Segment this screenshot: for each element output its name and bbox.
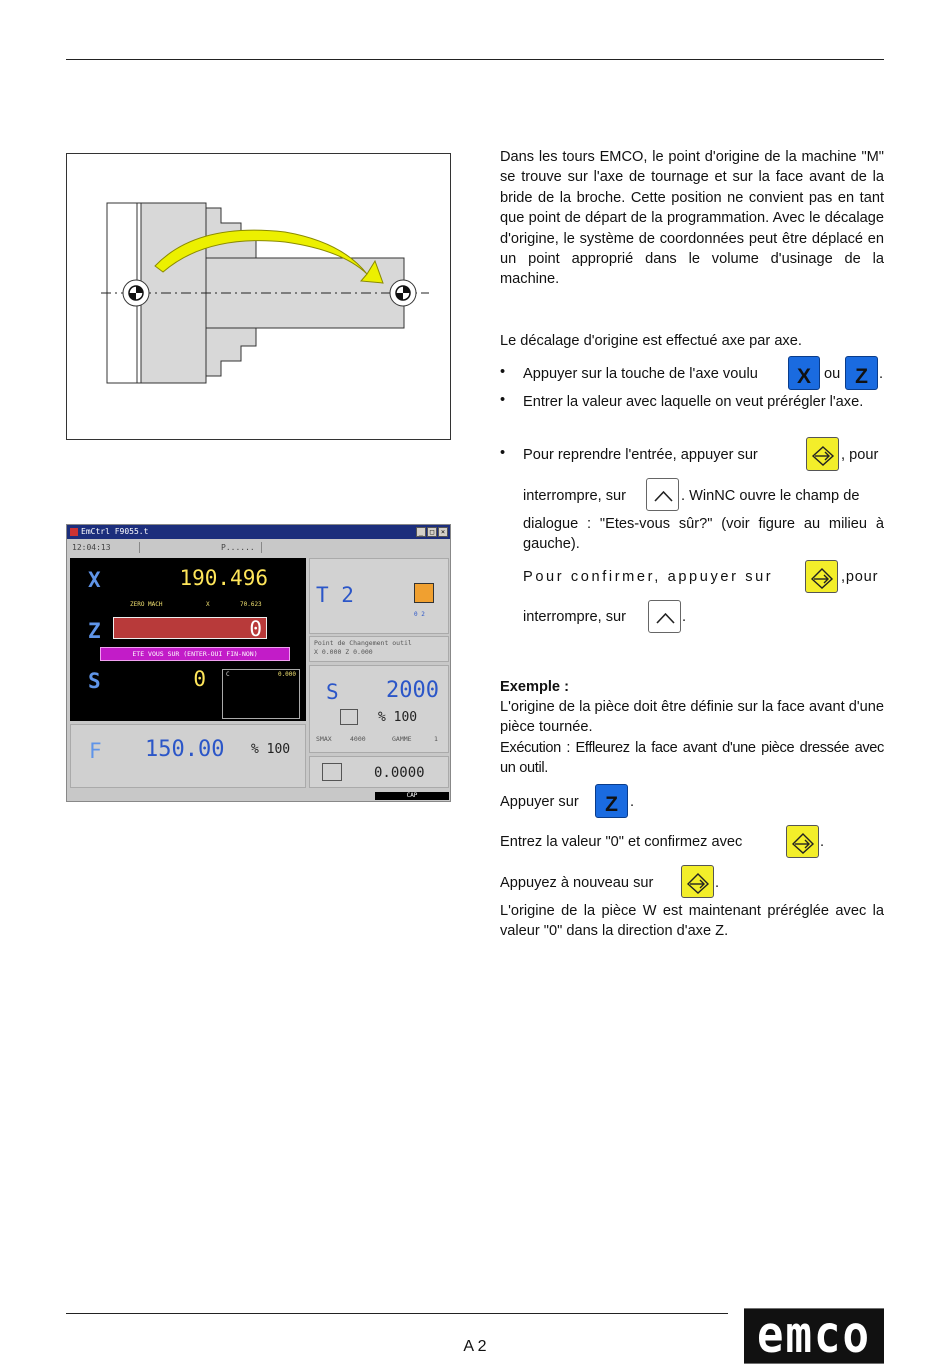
bullet3-winnc: . WinNC ouvre le champ de — [681, 488, 860, 504]
minimize-icon[interactable]: _ — [416, 527, 426, 537]
bullet3-interrupt: interrompre, sur — [523, 488, 626, 504]
z-axis-key: Z — [845, 356, 878, 390]
window-controls — [416, 527, 448, 537]
enter-icon — [806, 561, 839, 594]
spindle-label: S — [326, 680, 339, 704]
gamme-value: 1 — [434, 735, 438, 743]
final-paragraph: L'origine de la pièce W est maintenant préréglée avec la valeur "0" dans la direction d'axe Z. — [500, 903, 884, 940]
status-divider — [139, 542, 140, 553]
enter-zero-text: Entrez la valeur "0" et confirmez avec — [500, 834, 743, 850]
bullet3-text: Pour reprendre l'entrée, appuyer sur — [523, 447, 758, 463]
gamme-label: GAMME — [392, 735, 412, 743]
status-bar — [69, 541, 448, 554]
header-rule — [66, 59, 884, 60]
x-axis-label: X — [88, 568, 101, 592]
position-value: 0.0000 — [374, 765, 425, 781]
enter-key — [786, 825, 819, 858]
close-icon[interactable]: × — [438, 527, 448, 537]
spindle-override: % 100 — [378, 710, 418, 725]
x-small-label: X — [206, 601, 210, 608]
caps-indicator: CAP — [375, 792, 449, 800]
confirm-pour: ,pour — [841, 569, 879, 585]
smax-value: 4000 — [350, 735, 366, 743]
confirm-end: . — [682, 609, 687, 625]
status-divider — [261, 542, 262, 553]
c-axis-value: 0.000 — [277, 671, 296, 678]
bullet2-text: Entrer la valeur avec laquelle on veut prérégler l'axe. — [523, 394, 864, 410]
app-icon — [70, 528, 78, 536]
enter-key — [681, 865, 714, 898]
tool-number: T 2 — [316, 583, 354, 607]
chevron-up-icon — [647, 479, 680, 512]
s-axis-label: S — [88, 669, 101, 693]
spindle-icon — [340, 709, 358, 725]
bullet3-dialogue: dialogue : "Etes-vous sûr?" (voir figure au milieu à gauche). — [523, 516, 884, 553]
c-axis-label: C — [226, 671, 230, 678]
tool-icon — [414, 583, 434, 603]
spindle-panel — [309, 665, 449, 753]
s-axis-value: 0 — [193, 667, 206, 691]
smax-label: SMAX — [316, 735, 332, 743]
enter-icon — [682, 866, 715, 899]
confirm-text: Pour confirmer, appuyer sur — [523, 569, 774, 585]
position-panel — [309, 756, 449, 788]
tool-change-title: Point de Changement outil — [314, 639, 412, 647]
confirm-dialog: ETE VOUS SUR (ENTER-OUI FIN-NON) — [100, 647, 290, 661]
enter-key — [805, 560, 838, 593]
cancel-key — [646, 478, 679, 511]
x-small-value: 70.623 — [240, 601, 262, 608]
zero-mach-label: ZERO MACH — [130, 601, 163, 608]
tool-offset-label: 0 2 — [414, 611, 425, 618]
tool-panel — [309, 558, 449, 634]
confirm-interrupt: interrompre, sur — [523, 609, 626, 625]
feed-panel — [70, 724, 306, 788]
chevron-up-icon — [649, 601, 682, 634]
bullet1-text: Appuyer sur la touche de l'axe voulu — [523, 366, 758, 382]
press-again-text: Appuyez à nouveau sur — [500, 875, 654, 891]
press-z-end: . — [630, 794, 635, 810]
bullet1-or: ou — [824, 366, 841, 382]
bullet: • — [500, 445, 506, 461]
spindle-value: 2000 — [386, 678, 439, 703]
example-body: L'origine de la pièce doit être définie sur la face avant d'une pièce tournée. — [500, 699, 884, 736]
x-axis-value: 190.496 — [179, 566, 268, 590]
bullet: • — [500, 364, 506, 380]
enter-zero-end: . — [820, 834, 825, 850]
winnc-screenshot — [66, 524, 451, 802]
execution-text: Exécution : Effleurez la face avant d'une pièce dressée avec un outil. — [500, 740, 884, 777]
axis-by-axis-text: Le décalage d'origine est effectué axe par axe. — [500, 333, 802, 349]
origin-offset-figure — [66, 153, 451, 440]
clock: 12:04:13 — [72, 543, 111, 552]
axis-display — [70, 558, 306, 721]
z-input-field[interactable] — [113, 617, 267, 639]
x-axis-key: X — [788, 356, 820, 390]
maximize-icon[interactable]: □ — [427, 527, 437, 537]
z-axis-key: Z — [595, 784, 628, 818]
press-z-text: Appuyer sur — [500, 794, 579, 810]
example-title: Exemple : — [500, 679, 569, 695]
c-axis-box — [222, 669, 300, 719]
enter-icon — [787, 826, 820, 859]
footer-rule — [66, 1313, 728, 1314]
feed-label: F — [89, 739, 102, 763]
intro-paragraph: Dans les tours EMCO, le point d'origine de la machine "M" se trouve sur l'axe de tournage et sur la face avant de la bride de la broche. Cette position ne convient pas en tant que point de départ de la programmation. Avec le décalage d'origine, le système de coordonnées peut être déplacé en un point approprié dans le volume d'usinage de la machine. — [500, 149, 884, 288]
tool-change-panel — [309, 636, 449, 662]
program-name: P...... — [221, 543, 255, 552]
tool-change-coords: X 0.000 Z 0.000 — [314, 648, 373, 656]
bullet1-end: . — [879, 366, 884, 382]
cancel-key — [648, 600, 681, 633]
z-axis-label: Z — [88, 619, 101, 643]
bullet3-pour: , pour — [841, 447, 879, 463]
enter-key — [806, 437, 839, 471]
clock-icon — [322, 763, 342, 781]
window-title: EmCtrl F9055.t — [81, 527, 149, 536]
origin-offset-drawing — [67, 154, 452, 441]
window-titlebar — [67, 525, 450, 539]
bullet: • — [500, 392, 506, 408]
press-again-end: . — [715, 875, 720, 891]
feed-override: % 100 — [251, 742, 291, 757]
z-axis-value: 0 — [249, 617, 262, 641]
enter-icon — [807, 438, 840, 472]
page-number: A 2 — [463, 1338, 487, 1355]
emco-logo: emco — [744, 1308, 884, 1363]
feed-value: 150.00 — [145, 737, 225, 762]
